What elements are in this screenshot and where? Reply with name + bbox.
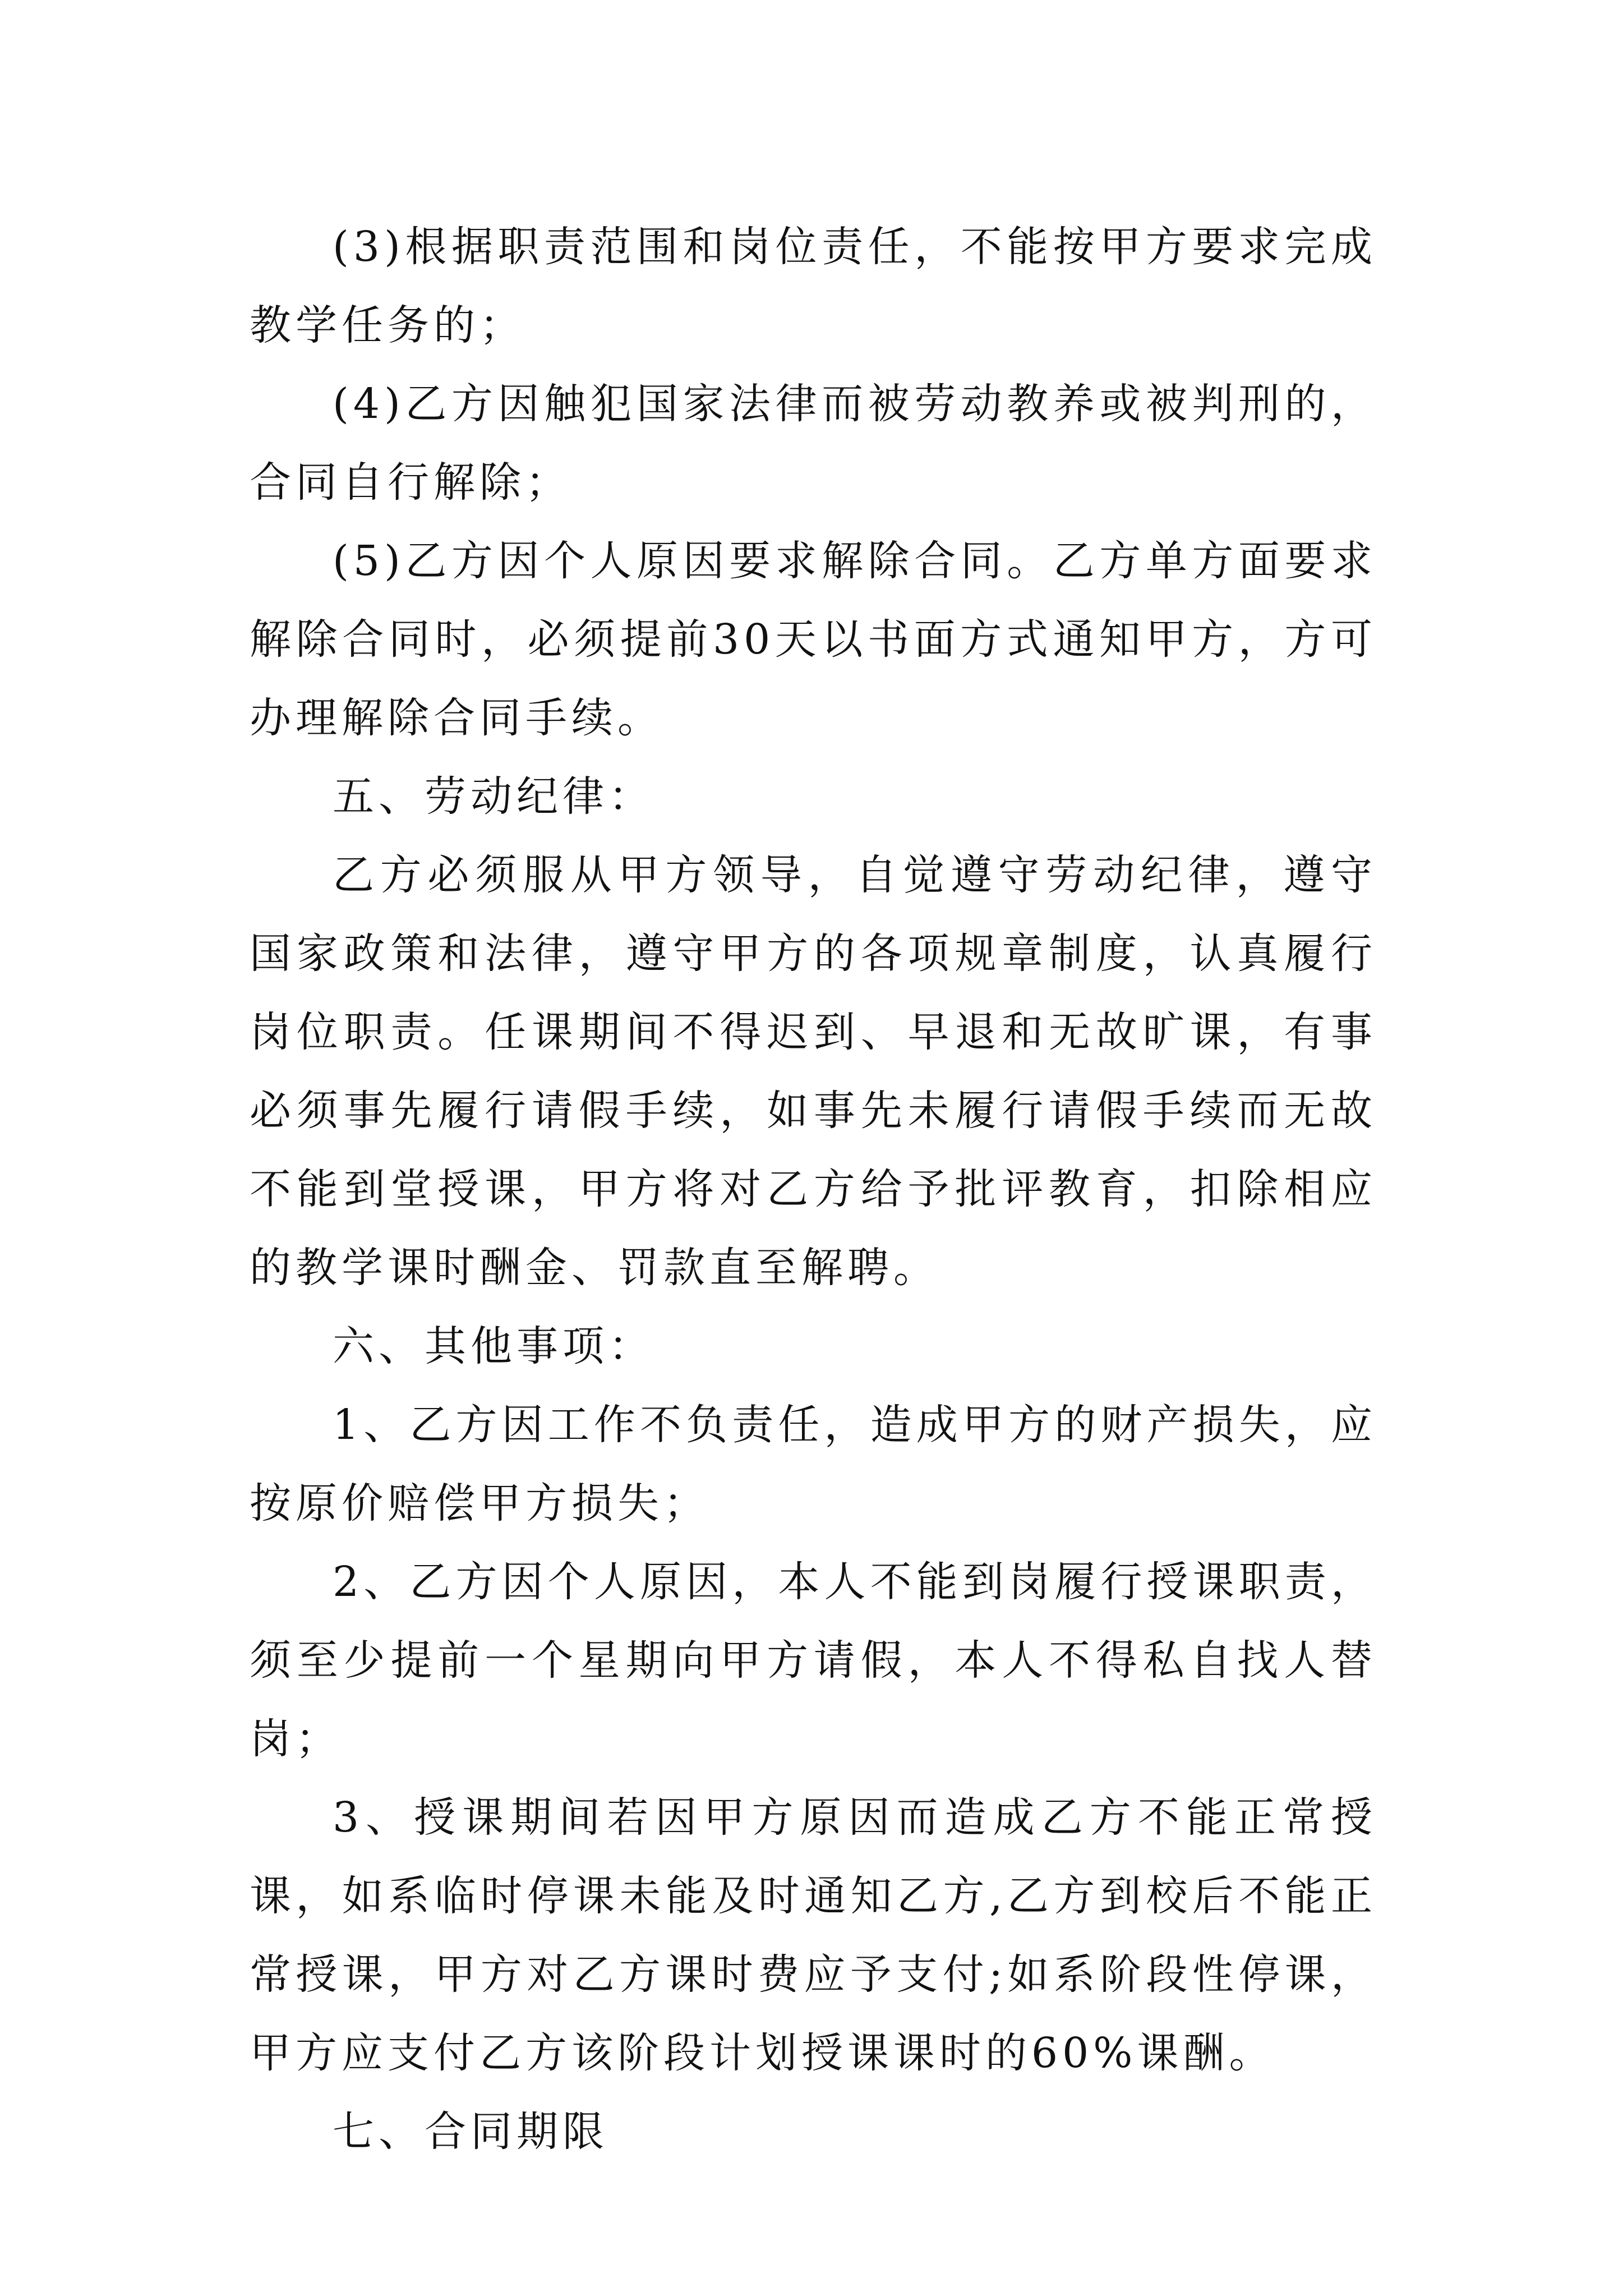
other-item-1-paragraph: 1、乙方因工作不负责任，造成甲方的财产损失，应按原价赔偿甲方损失； <box>250 1401 1377 1527</box>
other-item-3-paragraph: 3、授课期间若因甲方原因而造成乙方不能正常授课，如系临时停课未能及时通知乙方,乙方到校后不能正常授课，甲方对乙方课时费应予支付;如系阶段性停课，甲方应支付乙方该阶段计划授课课时的60%课酬。 <box>250 1793 1377 2077</box>
labor-discipline-paragraph: 乙方必须服从甲方领导，自觉遵守劳动纪律，遵守国家政策和法律，遵守甲方的各项规章制度，认真履行岗位职责。任课期间不得迟到、早退和无故旷课，有事必须事先履行请假手续，如事先未履行请假手续而无故不能到堂授课，甲方将对乙方给予批评教育，扣除相应的教学课时酬金、罚款直至解聘。 <box>250 851 1377 1292</box>
section-six-heading: 六、其他事项： <box>333 1322 654 1370</box>
clause-5-paragraph: (5)乙方因个人原因要求解除合同。乙方单方面要求解除合同时，必须提前30天以书面方式通知甲方，方可办理解除合同手续。 <box>250 537 1377 742</box>
document-body <box>250 208 1377 2171</box>
section-seven-heading: 七、合同期限 <box>333 2108 608 2156</box>
clause-3-paragraph: (3)根据职责范围和岗位责任，不能按甲方要求完成教学任务的； <box>250 223 1377 349</box>
other-item-2-paragraph: 2、乙方因个人原因，本人不能到岗履行授课职责，须至少提前一个星期向甲方请假，本人不得私自找人替岗； <box>250 1558 1377 1763</box>
section-five-heading: 五、劳动纪律： <box>333 772 654 821</box>
clause-4-paragraph: (4)乙方因触犯国家法律而被劳动教养或被判刑的，合同自行解除； <box>250 380 1377 507</box>
